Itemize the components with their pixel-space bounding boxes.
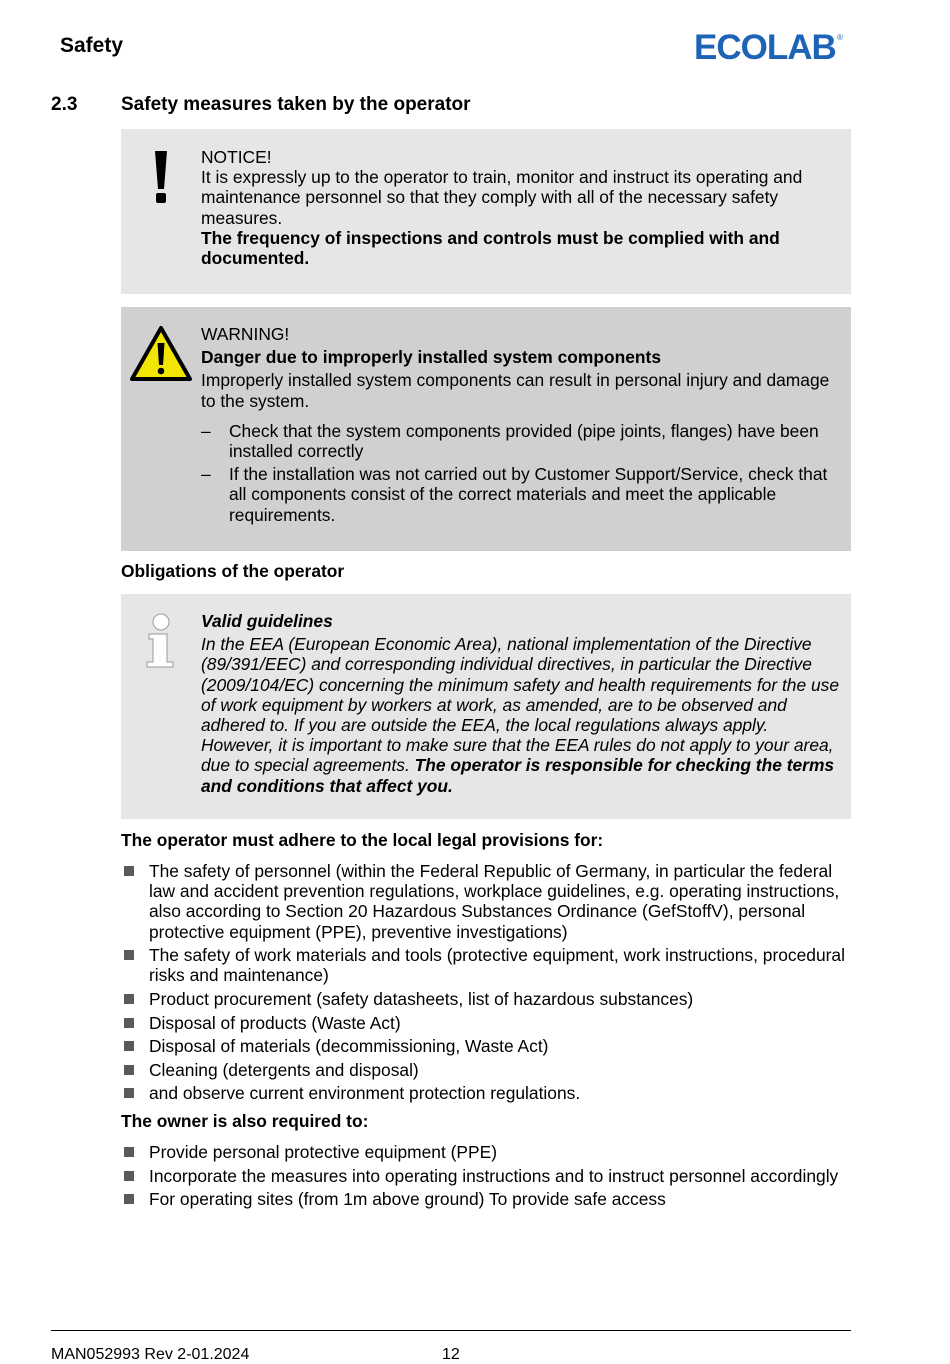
bullet-square-icon: [124, 1018, 134, 1028]
obligations-heading: Obligations of the operator: [121, 561, 345, 581]
bullet-square-icon: [124, 1171, 134, 1181]
warning-label: WARNING!: [201, 324, 290, 344]
list-item: and observe current environment protection regulations.: [121, 1083, 856, 1103]
svg-text:®: ®: [837, 33, 843, 42]
notice-bold-text: The frequency of inspections and controls must be complied with and documented.: [201, 227, 780, 269]
list-item: The safety of work materials and tools (protective equipment, work instructions, procedural risks and maintenance): [121, 945, 856, 985]
footer-divider: [51, 1330, 851, 1331]
bullet-square-icon: [124, 866, 134, 876]
list-item: Cleaning (detergents and disposal): [121, 1060, 856, 1080]
info-icon: [143, 612, 177, 673]
notice-box: [121, 129, 851, 294]
warning-box: [121, 307, 851, 551]
list-item: Incorporate the measures into operating instructions and to instruct personnel accordingly: [121, 1166, 856, 1186]
list-item: For operating sites (from 1m above ground) To provide safe access: [121, 1189, 856, 1209]
logo-text: ECOLAB: [694, 28, 836, 64]
notice-content: [201, 147, 841, 268]
local-provisions-heading: The operator must adhere to the local legal provisions for:: [121, 830, 604, 850]
bullet-square-icon: [124, 1041, 134, 1051]
list-item: Disposal of products (Waste Act): [121, 1013, 856, 1033]
info-content: [201, 611, 841, 796]
bullet-square-icon: [124, 1088, 134, 1098]
warning-triangle-icon: [129, 325, 193, 388]
notice-label: NOTICE!: [201, 147, 272, 167]
footer-page-number: 12: [442, 1346, 460, 1363]
ecolab-logo: [694, 28, 844, 64]
local-provisions-list: [121, 861, 856, 1107]
list-item: Disposal of materials (decommissioning, Waste Act): [121, 1036, 856, 1056]
section-title-text: Safety measures taken by the operator: [121, 94, 471, 115]
bullet-square-icon: [124, 1147, 134, 1157]
warning-action-list: [201, 421, 841, 525]
bullet-square-icon: [124, 950, 134, 960]
notice-text: It is expressly up to the operator to train, monitor and instruct its operating and maintenance personnel so that they comply with all of the necessary safety measures.: [201, 167, 803, 228]
page-header-title: Safety: [60, 34, 124, 57]
bullet-square-icon: [124, 1065, 134, 1075]
info-heading: Valid guidelines: [201, 611, 333, 631]
warning-text: Improperly installed system components can result in personal injury and damage to the system.: [201, 370, 830, 411]
info-text: In the EEA (European Economic Area), national implementation of the Directive (89/391/EEC) and corresponding individual directives, in particular the Directive (2009/104/EC) concerning the minimum safety and health requirements for the use of work equipment by workers at work, as amended, are to be observed and adhered to. If you are outside the EEA, the local regulations always apply. However, it is important to make sure that the EEA rules do not apply to your area, due to special agreements. The operator is responsible for checking the terms and conditions that affect you.: [201, 634, 840, 796]
section-title: [51, 94, 651, 116]
list-item: Provide personal protective equipment (PPE): [121, 1142, 856, 1162]
list-item: – Check that the system components provided (pipe joints, flanges) have been installed correctly: [201, 420, 819, 462]
info-box: [121, 594, 851, 819]
footer-document-id: MAN052993 Rev 2-01.2024: [51, 1346, 250, 1363]
exclamation-icon: [151, 151, 171, 210]
warning-content: [201, 324, 841, 528]
bullet-square-icon: [124, 1194, 134, 1204]
list-item: Product procurement (safety datasheets, list of hazardous substances): [121, 989, 856, 1009]
owner-heading: The owner is also required to:: [121, 1111, 369, 1131]
list-item: – If the installation was not carried out by Customer Support/Service, check that all components consist of the correct materials and meet the applicable requirements.: [201, 464, 828, 525]
info-bold-text: The operator is responsible for checking the terms and conditions that affect you.: [201, 755, 835, 796]
list-item: The safety of personnel (within the Federal Republic of Germany, in particular the federal law and accident prevention regulations, workplace guidelines, e.g. operating instructions, also according to Section 20 Hazardous Substances Ordinance (GefStoffV), personal protective equipment (PPE), preventive investigations): [121, 861, 856, 942]
warning-heading: Danger due to improperly installed system components: [201, 347, 661, 368]
owner-requirements-list: [121, 1142, 856, 1213]
bullet-square-icon: [124, 994, 134, 1004]
section-number: 2.3: [51, 94, 78, 115]
